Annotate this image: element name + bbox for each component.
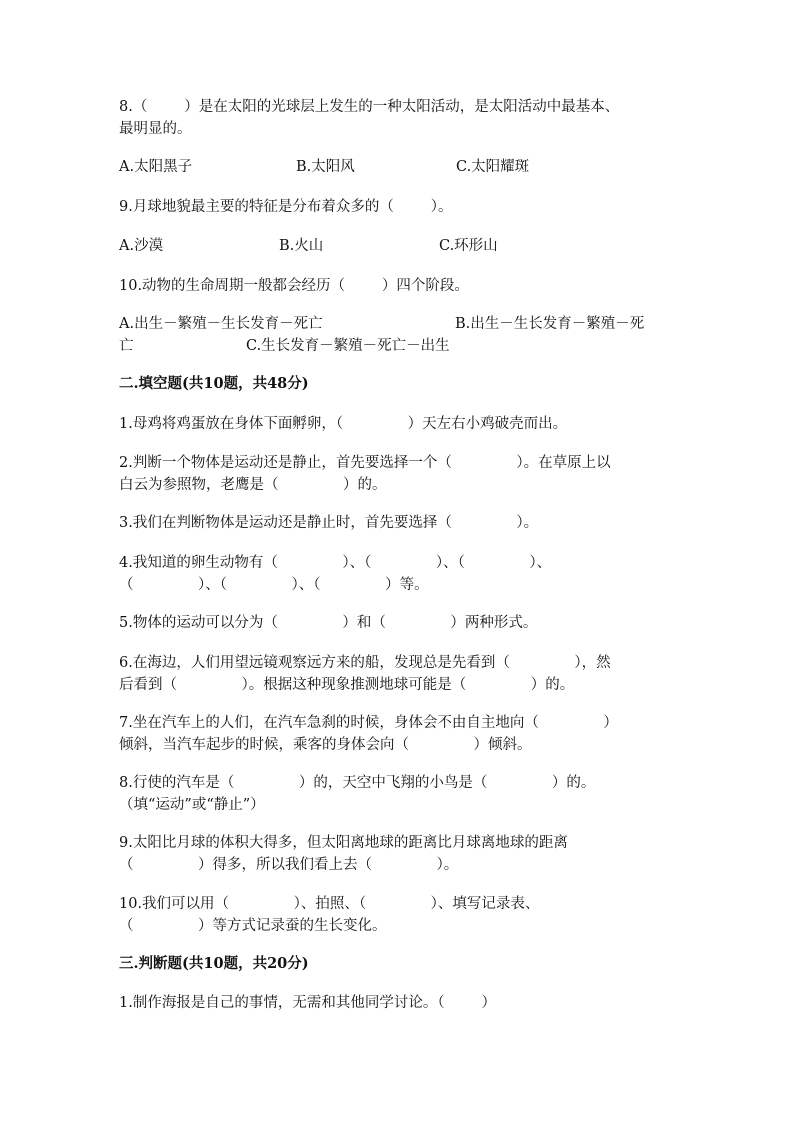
question-text: 最明显的。 [119, 121, 192, 137]
question-text: 5.物体的运动可以分为（ ）和（ ）两种形式。 [119, 615, 538, 631]
question-text: 后看到（ ）。根据这种现象推测地球可能是（ ）的。 [119, 677, 575, 693]
question-text: 2.判断一个物体是运动还是静止，首先要选择一个（ ）。在草原上以 [119, 455, 611, 471]
question-text: 倾斜，当汽车起步的时候，乘客的身体会向（ ）倾斜。 [119, 737, 532, 753]
option-c: C.太阳耀斑 [456, 159, 530, 175]
option-a: A.沙漠 [119, 238, 164, 254]
question-text: （ ）、（ ）、（ ）等。 [119, 577, 429, 593]
question-text: 3.我们在判断物体是运动还是静止时，首先要选择（ ）。 [119, 515, 539, 531]
question-text: （ ）等方式记录蚕的生长变化。 [119, 918, 387, 934]
option-c: C.环形山 [439, 238, 498, 254]
question-text: 10.我们可以用（ ）、拍照、（ ）、填写记录表、 [119, 896, 540, 912]
option-b: B.太阳风 [296, 159, 355, 175]
question-text: 10.动物的生命周期一般都会经历（ ）四个阶段。 [119, 278, 469, 294]
question-text: 8.（ ）是在太阳的光球层上发生的一种太阳活动，是太阳活动中最基本、 [119, 99, 620, 115]
question-text: 4.我知道的卵生动物有（ ）、（ ）、（ ）、 [119, 555, 552, 571]
option-b: B.出生－生长发育－繁殖－死 [455, 316, 645, 332]
question-text: 6.在海边，人们用望远镜观察远方来的船，发现总是先看到（ ），然 [119, 655, 611, 671]
section-heading: 三.判断题(共10题，共20分) [119, 955, 309, 972]
question-text: 白云为参照物，老鹰是（ ）的。 [119, 477, 387, 493]
question-text: 9.太阳比月球的体积大得多，但太阳离地球的距离比月球离地球的距离 [119, 835, 568, 851]
section-heading: 二.填空题(共10题，共48分) [119, 375, 309, 392]
question-text: 1.母鸡将鸡蛋放在身体下面孵卵，（ ）天左右小鸡破壳而出。 [119, 416, 568, 432]
option-b-continued: 亡 [119, 338, 134, 354]
question-text: （填“运动”或“静止”） [119, 797, 265, 813]
option-c: C.生长发育－繁殖－死亡－出生 [246, 338, 450, 354]
question-text: 1.制作海报是自己的事情，无需和其他同学讨论。（ ） [119, 995, 496, 1011]
question-text: 8.行使的汽车是（ ）的，天空中飞翔的小鸟是（ ）的。 [119, 775, 596, 791]
option-b: B.火山 [279, 238, 324, 254]
option-a: A.出生－繁殖－生长发育－死亡 [119, 316, 323, 332]
question-text: 9.月球地貌最主要的特征是分布着众多的（ ）。 [119, 199, 453, 215]
question-text: （ ）得多，所以我们看上去（ ）。 [119, 857, 459, 873]
option-a: A.太阳黑子 [119, 159, 193, 175]
question-text: 7.坐在汽车上的人们，在汽车急刹的时候，身体会不由自主地向（ ） [119, 715, 618, 731]
